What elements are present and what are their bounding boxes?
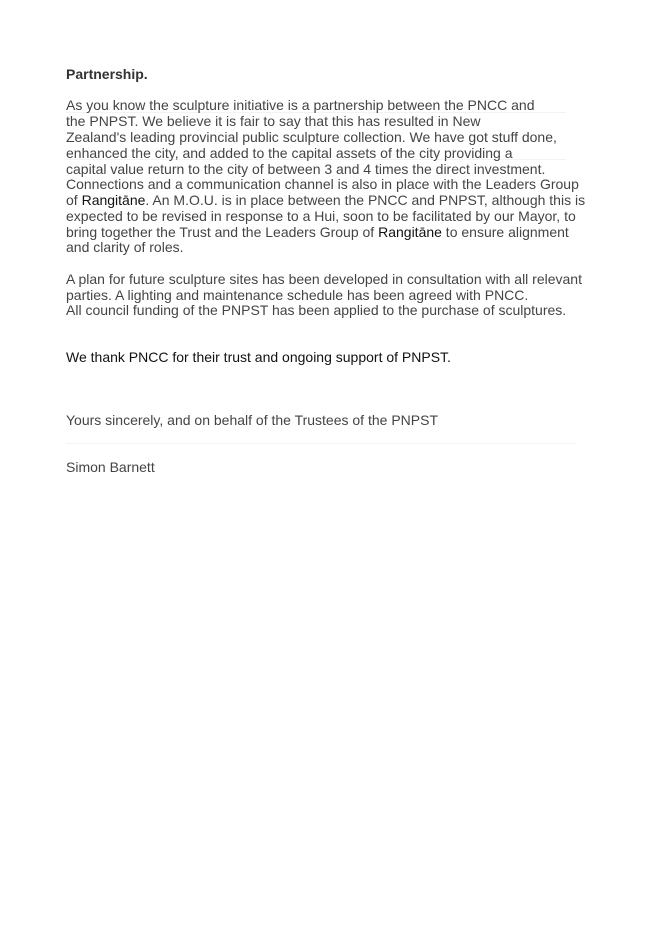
line-text: of [66,192,82,208]
paragraph-1-line: As you know the sculpture initiative is a partnership between the PNCC and [66,97,535,113]
signatory-name: Simon Barnett [66,459,155,475]
line-text: . An M.O.U. is in place between the PNCC and PNPST, although this is [145,192,586,208]
paragraph-1-line: capital value return to the city of between 3 and 4 times the direct investment. [66,161,546,177]
thanks-line: We thank PNCC for their trust and ongoing support of PNPST. [66,349,451,365]
paragraph-2-line: parties. A lighting and maintenance schedule has been agreed with PNCC. [66,287,529,303]
paragraph-1-line [66,224,569,240]
paragraph-1-line: the PNPST. We believe it is fair to say that this has resulted in New [66,113,481,129]
paragraph-1-line: enhanced the city, and added to the capital assets of the city providing a [66,145,513,161]
paragraph-2-line: A plan for future sculpture sites has been developed in consultation with all relevant [66,271,582,287]
signature-rule [66,443,576,444]
paragraph-1-line: Connections and a communication channel is also in place with the Leaders Group [66,176,579,192]
line-text: to ensure alignment [441,224,569,240]
paragraph-1-line: expected to be revised in response to a Hui, soon to be facilitated by our Mayor, to [66,208,576,224]
line-text: bring together the Trust and the Leaders Group of [66,224,379,240]
paragraph-1-line: and clarity of roles. [66,239,184,255]
paragraph-1-line [66,192,585,208]
rangitane-name: Rangitāne [81,192,146,208]
rangitane-name: Rangitāne [378,224,442,240]
paragraph-2-line: All council funding of the PNPST has been applied to the purchase of sculptures. [66,302,567,318]
section-heading: Partnership. [66,66,148,82]
closing-line: Yours sincerely, and on behalf of the Trustees of the PNPST [66,412,438,428]
paragraph-1-line: Zealand's leading provincial public sculpture collection. We have got stuff done, [66,129,557,145]
